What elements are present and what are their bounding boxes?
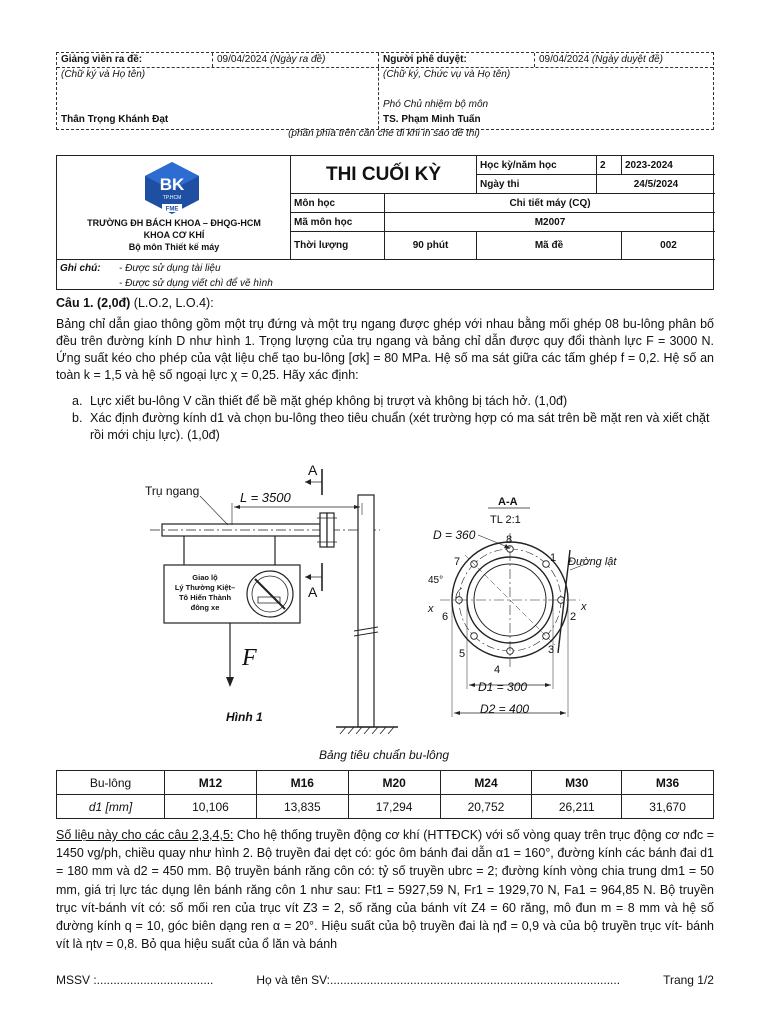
approver-sign-note: (Chữ ký, Chức vụ và Họ tên) bbox=[383, 69, 511, 80]
question-1-heading: Câu 1. (2,0đ) (L.O.2, L.O.4): bbox=[56, 296, 214, 310]
university-name: TRƯỜNG ĐH BÁCH KHOA – ĐHQG-HCM bbox=[87, 218, 261, 228]
label-d1: D1 = 300 bbox=[478, 680, 528, 694]
logo-fme: FME bbox=[165, 206, 179, 213]
approver-name: TS. Phạm Minh Tuấn bbox=[383, 114, 481, 125]
question-1-items bbox=[72, 393, 714, 444]
item-b: b. Xác định đường kính d1 và chọn bu-lông theo tiêu chuẩn (xét trường hợp có ma sát trên bề mặt ren và xiết chặt rồi mới chịu lực). (1,0đ) bbox=[72, 411, 710, 442]
item-a: a. Lực xiết bu-lông V cần thiết để bề mặt ghép không bị trượt và không bị tách hở. (1,0đ) bbox=[72, 394, 568, 408]
label-bolt-circle-d: D = 360 bbox=[433, 528, 476, 542]
logo-text: BK bbox=[159, 175, 185, 194]
label-section-a-top: A bbox=[308, 462, 318, 478]
exam-code-label: Mã đề bbox=[477, 232, 622, 260]
code-label: Mã môn học bbox=[291, 213, 385, 232]
bolt-number-5: 5 bbox=[459, 648, 466, 660]
faculty-name: KHOA CƠ KHÍ bbox=[143, 230, 205, 240]
bolt-number-6: 6 bbox=[442, 611, 449, 623]
bolt-number-1: 1 bbox=[550, 552, 557, 564]
approver-label: Người phê duyệt: bbox=[379, 53, 535, 67]
approval-block bbox=[56, 52, 714, 130]
label-section-a-bottom: A bbox=[308, 584, 318, 600]
table-row: d1 [mm] 10,106 13,835 17,294 20,752 26,211 31,670 bbox=[57, 795, 714, 819]
approver-title: Phó Chủ nhiệm bộ môn bbox=[383, 99, 489, 110]
label-angle: 45° bbox=[428, 575, 444, 586]
department-name: Bộ môn Thiết kế máy bbox=[128, 242, 220, 252]
sign-text: Giao lộ Lý Thường Kiệt– Tô Hiến Thành đông xe bbox=[174, 573, 236, 612]
university-logo-icon bbox=[143, 160, 201, 216]
label-force-f: F bbox=[242, 645, 257, 671]
approver-date: 09/04/2024 (Ngày duyệt đề) bbox=[539, 54, 663, 65]
bolt-number-3: 3 bbox=[548, 644, 555, 656]
lecturer-name: Thân Trọng Khánh Đạt bbox=[61, 114, 169, 125]
section-scale: TL 2:1 bbox=[490, 514, 521, 526]
footer-name: Họ và tên SV:....................................................................................... bbox=[256, 973, 621, 987]
footer bbox=[56, 973, 714, 987]
bolt-number-8: 8 bbox=[506, 534, 513, 546]
question-1-text: Bảng chỉ dẫn giao thông gồm một trụ đứng và một trụ ngang được ghép với nhau bằng mối ghép 08 bu-lông phân bố đều trên đường kính D như hình 1. Trọng lượng của trụ ngang và bảng chỉ dẫn được quy đổi thành lực F = 3000 N. Ứng suất kéo cho phép của vật liệu chế tạo bu-lông [σk] = 80 MPa. Hệ số ma sát giữa các tấm ghép f = 0,2. Hệ số an toàn k = 1,5 và hệ số ngoại lực χ = 0,25. Hãy xác định: bbox=[56, 317, 714, 382]
label-x-right: x bbox=[581, 601, 587, 613]
note-2: - Được sử dụng viết chì để vẽ hình bbox=[119, 278, 273, 289]
year-value: 2023-2024 bbox=[622, 156, 715, 175]
lecturer-sign-note: (Chữ ký và Họ tên) bbox=[61, 69, 146, 80]
code-value: M2007 bbox=[385, 213, 715, 232]
label-length: L = 3500 bbox=[240, 490, 291, 505]
subject-label: Môn học bbox=[291, 194, 385, 213]
lecturer-date: 09/04/2024 (Ngày ra đề) bbox=[213, 53, 379, 67]
notes bbox=[57, 260, 715, 291]
exam-code-value: 002 bbox=[622, 232, 715, 260]
exam-title: THI CUỐI KỲ bbox=[291, 156, 477, 194]
section-title: A-A bbox=[498, 496, 518, 508]
bolt-table bbox=[56, 770, 714, 819]
exam-header bbox=[56, 155, 714, 290]
university-cell bbox=[57, 156, 291, 260]
bolt-number-7: 7 bbox=[454, 556, 461, 568]
footer-mssv: MSSV :................................... bbox=[56, 973, 214, 987]
table-row: Bu-lông M12 M16 M20 M24 M30 M36 bbox=[57, 771, 714, 795]
data-paragraph: Số liệu này cho các câu 2,3,4,5: Cho hệ thống truyền động cơ khí (HTTĐCK) với số vòng quay trên trục động cơ nđc = 1450 vg/ph, chiều quay như hình 2. Bộ truyền đai dẹt có: góc ôm bánh đai dẫn α1 = 160°, đường kính các bánh đai d1 = 180 mm và d2 = 450 mm. Bộ truyền bánh răng côn có: tỷ số truyền ubrc = 2; đường kính vòng chia trung dm1 = 50 mm, giá trị lực tác dụng lên bánh răng côn 1 như sau: Ft1 = 5927,59 N, Fr1 = 1929,70 N, Fa1 = 964,85 N. Bộ truyền trục vít-bánh vít có: số mối ren của trục vít Z3 = 2, số răng của bánh vít Z4 = 60 răng, mô đun m = 8 mm và hệ số đường kính q = 10, góc biên dạng ren α = 20°. Hiệu suất của bộ truyền đai là ηđ = 0,9 và của bộ truyền trục vít- bánh vít là ηtv = 0,8. Bỏ qua hiệu suất của ổ lăn và bánh bbox=[56, 828, 714, 952]
note-1: - Được sử dụng tài liệu bbox=[119, 263, 221, 274]
label-d2: D2 = 400 bbox=[480, 702, 530, 716]
duration-value: 90 phút bbox=[385, 232, 477, 260]
label-tipping-line: Đường lật bbox=[568, 556, 617, 568]
label-x-left: x bbox=[428, 603, 434, 615]
duration-label: Thời lượng bbox=[291, 232, 385, 260]
cut-note: (phần phía trên cần che đi khi in sao đề thi) bbox=[288, 128, 480, 139]
semester-value: 2 bbox=[597, 156, 622, 175]
bolt-table-caption: Bảng tiêu chuẩn bu-lông bbox=[318, 748, 450, 762]
label-horizontal-beam: Trụ ngang bbox=[145, 484, 200, 498]
figure-caption: Hình 1 bbox=[226, 710, 263, 724]
exam-date: 24/5/2024 bbox=[597, 175, 715, 194]
lecturer-label: Giảng viên ra đề: bbox=[57, 53, 213, 67]
subject-value: Chi tiết máy (CQ) bbox=[385, 194, 715, 213]
date-label: Ngày thi bbox=[477, 175, 597, 194]
logo-sub: TP.HCM bbox=[162, 195, 182, 201]
bolt-number-4: 4 bbox=[494, 664, 501, 676]
semester-label: Học kỳ/năm học bbox=[477, 156, 597, 175]
notes-label: Ghi chú: bbox=[60, 263, 101, 274]
footer-page: Trang 1/2 bbox=[663, 973, 714, 987]
bolt-number-2: 2 bbox=[570, 611, 577, 623]
